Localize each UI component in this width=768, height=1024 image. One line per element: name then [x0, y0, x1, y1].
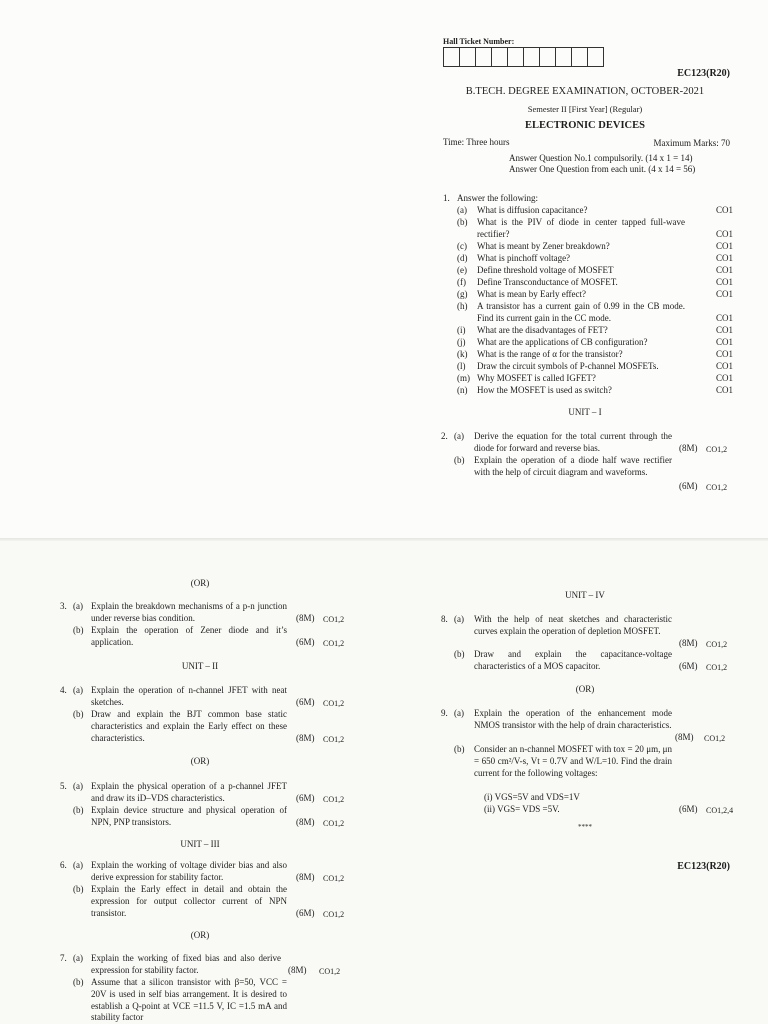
- q2b-marks: (6M): [679, 481, 698, 491]
- q2a-text: Derive the equation for the total current through the diode for forward and reverse bias.: [474, 431, 672, 453]
- q1-number: 1.: [443, 193, 450, 203]
- q9a-co: CO1,2: [704, 734, 726, 743]
- q1-item: [457, 265, 733, 277]
- q3a-label: (a): [73, 601, 83, 611]
- q1-item-label: (i): [457, 325, 466, 335]
- q4-number: 4.: [60, 685, 67, 695]
- q7a-co: CO1,2: [319, 967, 341, 976]
- or-divider: (OR): [575, 684, 595, 694]
- subject: ELECTRONIC DEVICES: [525, 120, 645, 131]
- q1-item-text: Define Transconductance of MOSFET.: [477, 277, 618, 287]
- q8b-marks: (6M): [679, 661, 698, 671]
- q2-number: 2.: [441, 431, 448, 441]
- q1-item-co: CO1: [715, 229, 733, 239]
- q1-item: [457, 349, 733, 361]
- q7a-text: Explain the working of fixed bias and also derive expression for stability factor.: [91, 953, 281, 975]
- q6a-co: CO1,2: [323, 874, 345, 883]
- q1-item-text: What is pinchoff voltage?: [477, 253, 571, 263]
- q3b: [60, 625, 360, 649]
- q1-item-co: CO1: [715, 385, 733, 395]
- q1-item-label: (l): [457, 361, 466, 371]
- q8a-co: CO1,2: [706, 640, 728, 649]
- q1-item: [457, 217, 733, 241]
- paper-code: EC123(R20): [677, 68, 730, 79]
- q9a: [441, 708, 741, 744]
- q1-item-text: What is diffusion capacitance?: [477, 205, 588, 215]
- q1-item: [457, 205, 733, 217]
- q3b-label: (b): [73, 625, 84, 635]
- q5a: [60, 781, 360, 805]
- q1-item-co: CO1: [715, 277, 733, 287]
- or-divider: (OR): [190, 578, 210, 588]
- q2b-text: Explain the operation of a diode half wave rectifier with the help of circuit diagram and waveforms.: [474, 455, 672, 477]
- q1-item-text: Draw the circuit symbols of P-channel MOSFETs.: [477, 361, 659, 371]
- q2a-label: (a): [454, 431, 464, 441]
- q1-item: [457, 241, 733, 253]
- q8a-text: With the help of neat sketches and characteristic curves explain the operation of depletion MOSFET.: [474, 614, 672, 636]
- q1-item-label: (j): [457, 337, 466, 347]
- q1-item-co: CO1: [715, 337, 733, 347]
- q7-number: 7.: [60, 953, 67, 963]
- q1-item-text: What are the disadvantages of FET?: [477, 325, 608, 335]
- q1-item-text: What is the range of α for the transistor?: [477, 349, 623, 359]
- q3b-co: CO1,2: [323, 639, 345, 648]
- q3a-text: Explain the breakdown mechanisms of a p-n junction under reverse bias condition.: [91, 601, 287, 623]
- q4b-label: (b): [73, 709, 84, 719]
- q1-item-text: What is the PIV of diode in center tapped full-wave rectifier?: [477, 217, 685, 239]
- q8-number: 8.: [441, 614, 448, 624]
- q1-item-text: How the MOSFET is used as switch?: [477, 385, 612, 395]
- q9b: [441, 744, 741, 816]
- q9b-case-i: (i) VGS=5V and VDS=1V: [484, 792, 580, 802]
- q1-item-label: (m): [457, 373, 470, 383]
- q9b-text: Consider an n-channel MOSFET with tox = 20 μm, μn = 650 cm²/V-s, Vt = 0.7V and W/L=10. Find the drain current for the following voltages:: [474, 744, 672, 778]
- q1-title: Answer the following:: [457, 193, 538, 203]
- q8a-marks: (8M): [679, 638, 698, 648]
- q1-item-co: CO1: [715, 253, 733, 263]
- q7b-label: (b): [73, 977, 84, 987]
- q7b-text: Assume that a silicon transistor with β=50, VCC = 20V is used in self bias arrangement. It is desired to establish a Q-point at VCE =11.5 V, IC =1.5 mA and stability factor: [91, 977, 287, 1023]
- q9-number: 9.: [441, 708, 448, 718]
- end-marker: ****: [578, 823, 592, 831]
- q8a: [441, 614, 741, 652]
- q1-item: [457, 373, 733, 385]
- q1-item: [457, 385, 733, 397]
- q1-item-text: Define threshold voltage of MOSFET: [477, 265, 614, 275]
- q9a-label: (a): [454, 708, 464, 718]
- page-divider: [0, 538, 768, 541]
- q1-item: [457, 289, 733, 301]
- q6b: [60, 884, 360, 920]
- q1-item-co: CO1: [715, 265, 733, 275]
- q1-item: [457, 253, 733, 265]
- q5a-text: Explain the physical operation of a p-channel JFET and draw its iD–VDS characteristics.: [91, 781, 287, 803]
- q3a-marks: (8M): [296, 613, 315, 623]
- q6a-label: (a): [73, 860, 83, 870]
- q3b-text: Explain the operation of Zener diode and it’s application.: [91, 625, 287, 647]
- q1-item-co: CO1: [715, 361, 733, 371]
- q1-item-co: CO1: [715, 349, 733, 359]
- q1-item-co: CO1: [715, 241, 733, 251]
- unit-3-heading: UNIT – III: [180, 839, 220, 849]
- hall-ticket-boxes: [443, 47, 603, 67]
- or-divider: (OR): [190, 756, 210, 766]
- q4b-marks: (8M): [296, 733, 315, 743]
- q3a: [60, 601, 360, 625]
- q2b-co: CO1,2: [706, 483, 728, 492]
- q1-item-label: (f): [457, 277, 466, 287]
- q9a-marks: (8M): [675, 732, 694, 742]
- q5a-co: CO1,2: [323, 795, 345, 804]
- semester: Semester II [First Year] (Regular): [527, 104, 643, 114]
- q1-item-co: CO1: [715, 325, 733, 335]
- q1-item-label: (k): [457, 349, 468, 359]
- q2b-label: (b): [454, 455, 465, 465]
- q1-item-label: (g): [457, 289, 468, 299]
- q4a-label: (a): [73, 685, 83, 695]
- q1-item-co: CO1: [715, 373, 733, 383]
- q5b-label: (b): [73, 805, 84, 815]
- q1-item-label: (n): [457, 385, 468, 395]
- q9b-co: CO1,2,4: [706, 806, 734, 815]
- q5b-marks: (8M): [296, 817, 315, 827]
- q1-item: [457, 277, 733, 289]
- q1-item-label: (a): [457, 205, 467, 215]
- q6b-co: CO1,2: [323, 910, 345, 919]
- q7a-label: (a): [73, 953, 83, 963]
- q9b-marks: (6M): [679, 804, 698, 814]
- q8b-text: Draw and explain the capacitance-voltage characteristics of a MOS capacitor.: [474, 649, 672, 671]
- q5b-co: CO1,2: [323, 819, 345, 828]
- q6-number: 6.: [60, 860, 67, 870]
- q7a: [60, 953, 360, 977]
- q1-item: [457, 361, 733, 373]
- q1-item-label: (b): [457, 217, 468, 227]
- q4b-text: Draw and explain the BJT common base static characteristics and explain the Early effect on these characteristics.: [91, 709, 287, 743]
- q5b: [60, 805, 360, 829]
- q3-number: 3.: [60, 601, 67, 611]
- q5b-text: Explain device structure and physical operation of NPN, PNP transistors.: [91, 805, 287, 827]
- q1-item-text: Why MOSFET is called IGFET?: [477, 373, 596, 383]
- q9b-label: (b): [454, 744, 465, 754]
- q3b-marks: (6M): [296, 637, 315, 647]
- q4a: [60, 685, 360, 709]
- hall-ticket-label: Hall Ticket Number:: [443, 37, 515, 46]
- q6a-marks: (8M): [296, 872, 315, 882]
- q6b-label: (b): [73, 884, 84, 894]
- q1-item-co: CO1: [715, 289, 733, 299]
- q8a-label: (a): [454, 614, 464, 624]
- q1-item-label: (e): [457, 265, 467, 275]
- q5a-marks: (6M): [296, 793, 315, 803]
- footer-paper-code: EC123(R20): [677, 861, 730, 872]
- q1-item-label: (c): [457, 241, 467, 251]
- unit-4-heading: UNIT – IV: [565, 590, 605, 600]
- q5a-label: (a): [73, 781, 83, 791]
- q1-item: [457, 325, 733, 337]
- q1-item-label: (d): [457, 253, 468, 263]
- q5-number: 5.: [60, 781, 67, 791]
- q1-item: [457, 301, 733, 325]
- time-allowed: Time: Three hours: [443, 137, 510, 147]
- q3a-co: CO1,2: [323, 615, 345, 624]
- q1-item-label: (h): [457, 301, 468, 311]
- q8b-co: CO1,2: [706, 663, 728, 672]
- q8b-label: (b): [454, 649, 465, 659]
- instruction-2: Answer One Question from each unit. (4 x 14 = 56): [509, 164, 696, 174]
- q4a-co: CO1,2: [323, 699, 345, 708]
- max-marks: Maximum Marks: 70: [653, 138, 730, 148]
- q6a: [60, 860, 360, 884]
- unit-1-heading: UNIT – I: [568, 407, 602, 417]
- q1-item-text: What is meant by Zener breakdown?: [477, 241, 610, 251]
- q1-item-co: CO1: [715, 205, 733, 215]
- q1-item-text: What are the applications of CB configuration?: [477, 337, 648, 347]
- exam-title: B.TECH. DEGREE EXAMINATION, OCTOBER-2021: [465, 86, 705, 97]
- q1-item: [457, 337, 733, 349]
- q4b: [60, 709, 360, 745]
- unit-2-heading: UNIT – II: [181, 661, 219, 671]
- q4b-co: CO1,2: [323, 735, 345, 744]
- or-divider: (OR): [190, 930, 210, 940]
- q7a-marks: (8M): [288, 965, 307, 975]
- q2a-co: CO1,2: [706, 445, 728, 454]
- q1-item-co: CO1: [715, 313, 733, 323]
- instruction-1: Answer Question No.1 compulsorily. (14 x 1 = 14): [509, 153, 693, 163]
- q2a-marks: (8M): [679, 443, 698, 453]
- q7b: [60, 977, 360, 1024]
- q6b-text: Explain the Early effect in detail and obtain the expression for output collector current of NPN transistor.: [91, 884, 287, 918]
- q1-item-text: A transistor has a current gain of 0.99 in the CB mode. Find its current gain in the CC mode.: [477, 301, 685, 323]
- q4a-text: Explain the operation of n-channel JFET with neat sketches.: [91, 685, 287, 707]
- q8b: [441, 649, 741, 673]
- q9b-case-ii: (ii) VGS= VDS =5V.: [484, 804, 560, 814]
- q6b-marks: (6M): [296, 908, 315, 918]
- q4a-marks: (6M): [296, 697, 315, 707]
- q1-item-text: What is mean by Early effect?: [477, 289, 587, 299]
- q9a-text: Explain the operation of the enhancement mode NMOS transistor with the help of drain characteristics.: [474, 708, 672, 730]
- q2b: [441, 455, 741, 495]
- q6a-text: Explain the working of voltage divider bias and also derive expression for stability factor.: [91, 860, 287, 882]
- q2a: [441, 431, 741, 457]
